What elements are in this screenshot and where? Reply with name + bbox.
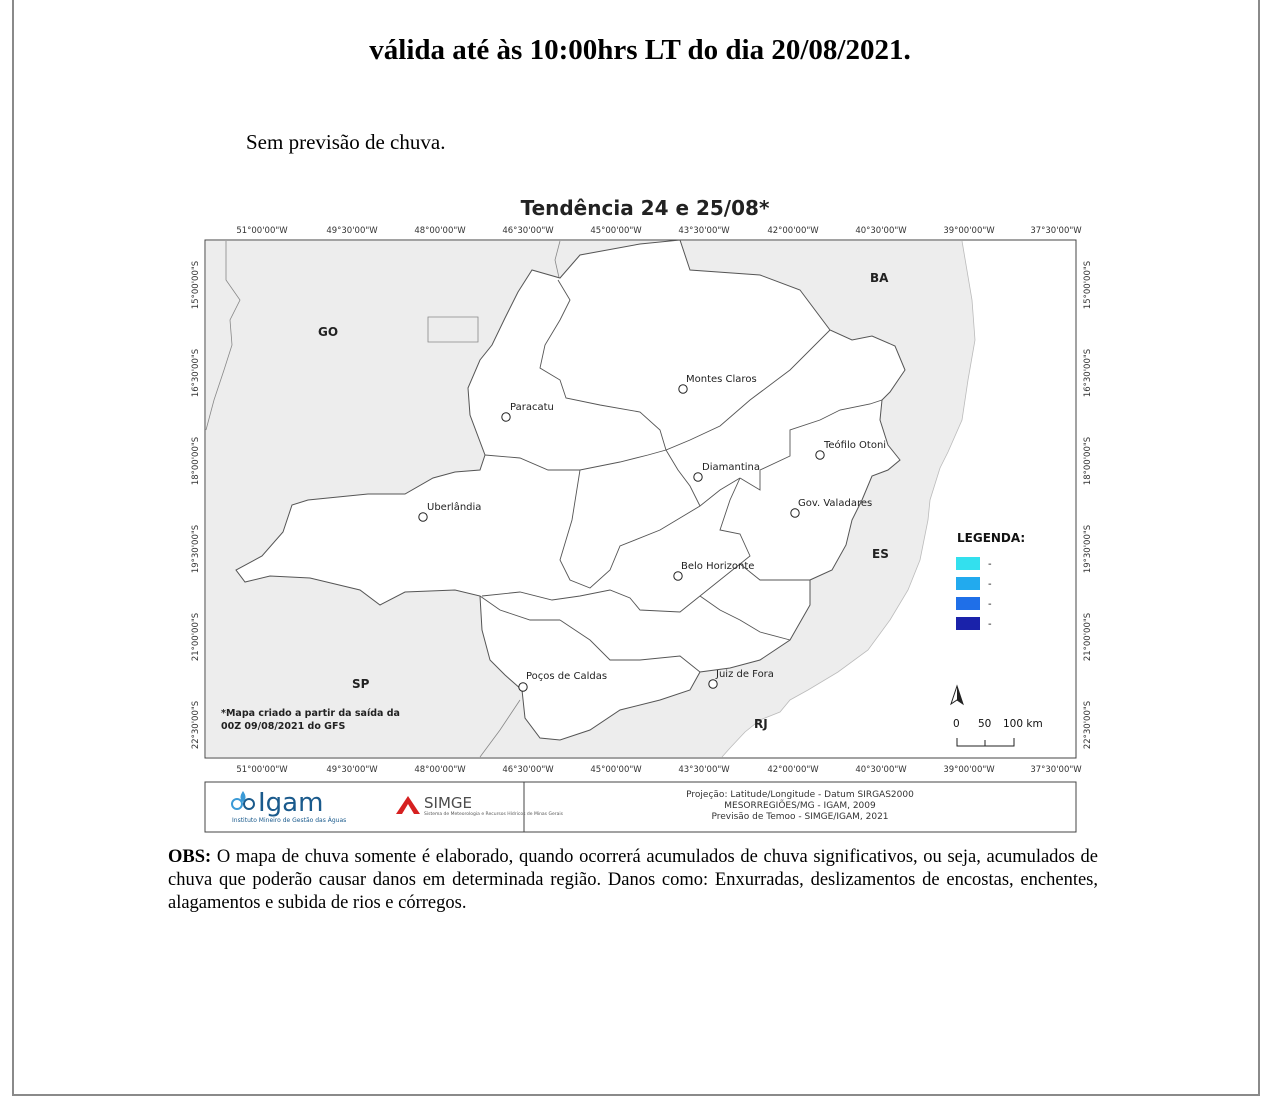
lat-tick: 18°00'00"S (1083, 436, 1093, 486)
lon-tick: 43°30'00"W (678, 765, 730, 775)
obs-text: O mapa de chuva somente é elaborado, quando ocorrerá acumulados de chuva significativos, ou seja, acumulados de chuva que poderão causar danos em determinada região. Danos como: Enxurradas, deslizamentos de encostas, enchentes, alagamentos e subida de rios e córregos. (168, 847, 1099, 913)
legend-label: - (988, 619, 992, 630)
city-label: Paracatu (510, 402, 554, 413)
obs-label: OBS: (168, 847, 212, 867)
city-marker-icon (791, 509, 799, 517)
credit-mesoregions: MESORREGIÕES/MG - IGAM, 2009 (724, 801, 876, 811)
lat-tick: 16°30'00"S (1083, 348, 1093, 398)
legend-label: - (988, 599, 992, 610)
lat-tick: 22°30'00"S (1083, 700, 1093, 750)
lat-tick: 18°00'00"S (191, 436, 201, 486)
lon-tick: 49°30'00"W (326, 226, 378, 236)
lon-tick: 37°30'00"W (1030, 765, 1082, 775)
lon-tick: 48°00'00"W (414, 226, 466, 236)
city-label: Juiz de Fora (716, 669, 774, 680)
lon-tick: 51°00'00"W (236, 765, 288, 775)
city-label: Montes Claros (686, 374, 757, 385)
simge-name: SIMGE (424, 794, 472, 812)
lon-tick: 48°00'00"W (414, 765, 466, 775)
credit-forecast: Previsão de Temoo - SIMGE/IGAM, 2021 (711, 812, 889, 822)
lon-tick: 37°30'00"W (1030, 226, 1082, 236)
lat-tick: 19°30'00"S (1083, 524, 1093, 574)
lon-tick: 46°30'00"W (502, 226, 554, 236)
city-marker-icon (679, 385, 687, 393)
lon-tick: 46°30'00"W (502, 765, 554, 775)
city-label: Diamantina (702, 462, 760, 473)
legend-label: - (988, 559, 992, 570)
igam-subtitle: Instituto Mineiro de Gestão das Águas (232, 817, 347, 824)
legend-swatch (956, 577, 980, 590)
legend-label: - (988, 579, 992, 590)
legend-swatch (956, 617, 980, 630)
lat-tick: 19°30'00"S (191, 524, 201, 574)
scale-label-50: 50 (978, 718, 992, 730)
lon-ticks-top (236, 226, 1082, 236)
forecast-summary: Sem previsão de chuva. (246, 130, 446, 154)
lat-ticks-right (1083, 261, 1093, 749)
city-label: Poços de Caldas (526, 671, 608, 682)
lon-tick: 43°30'00"W (678, 226, 730, 236)
lon-tick: 49°30'00"W (326, 765, 378, 775)
city-label: Belo Horizonte (681, 561, 755, 572)
lat-tick: 15°00'00"S (191, 260, 201, 310)
city-marker-icon (519, 683, 527, 691)
lat-tick: 21°00'00"S (1083, 612, 1093, 662)
city-label: Gov. Valadares (798, 498, 873, 509)
validity-heading: válida até às 10:00hrs LT do dia 20/08/2021. (369, 34, 911, 66)
igam-name: Igam (258, 788, 324, 818)
city-marker-icon (694, 473, 702, 481)
legend-swatch (956, 597, 980, 610)
state-label-sp: SP (352, 677, 370, 691)
legend (950, 526, 1044, 634)
lat-tick: 16°30'00"S (191, 348, 201, 398)
lat-tick: 22°30'00"S (191, 700, 201, 750)
lon-tick: 40°30'00"W (855, 226, 907, 236)
map-footer (205, 782, 1076, 832)
city-marker-icon (419, 513, 427, 521)
state-label-rj: RJ (754, 717, 768, 731)
scale-label-0: 0 (953, 718, 960, 730)
scale-label-100: 100 km (1003, 718, 1043, 730)
legend-swatch (956, 557, 980, 570)
lon-tick: 51°00'00"W (236, 226, 288, 236)
legend-title: LEGENDA: (957, 531, 1026, 545)
lon-tick: 40°30'00"W (855, 765, 907, 775)
city-marker-icon (816, 451, 824, 459)
city-label: Uberlândia (427, 502, 482, 513)
lon-ticks-bottom (236, 765, 1082, 775)
map-note-line1: *Mapa criado a partir da saída da (221, 708, 400, 719)
credit-projection: Projeção: Latitude/Longitude - Datum SIRGAS2000 (686, 790, 914, 800)
lon-tick: 42°00'00"W (767, 226, 819, 236)
map-note-line2: 00Z 09/08/2021 do GFS (221, 721, 346, 732)
obs-paragraph (168, 846, 1098, 915)
lon-tick: 45°00'00"W (590, 226, 642, 236)
map-title: Tendência 24 e 25/08* (520, 196, 770, 220)
city-label: Teófilo Otoni (824, 440, 887, 451)
lat-tick: 15°00'00"S (1083, 260, 1093, 310)
state-label-go: GO (318, 325, 339, 339)
lon-tick: 42°00'00"W (767, 765, 819, 775)
lon-tick: 39°00'00"W (943, 226, 995, 236)
lon-tick: 39°00'00"W (943, 765, 995, 775)
city-marker-icon (709, 680, 717, 688)
state-label-ba: BA (870, 271, 889, 285)
state-label-es: ES (872, 547, 889, 561)
lat-tick: 21°00'00"S (191, 612, 201, 662)
lat-ticks-left (191, 261, 201, 749)
city-marker-icon (674, 572, 682, 580)
simge-subtitle: Sistema de Meteorologia e Recursos Hídricos de Minas Gerais (424, 812, 563, 817)
lon-tick: 45°00'00"W (590, 765, 642, 775)
city-marker-icon (502, 413, 510, 421)
